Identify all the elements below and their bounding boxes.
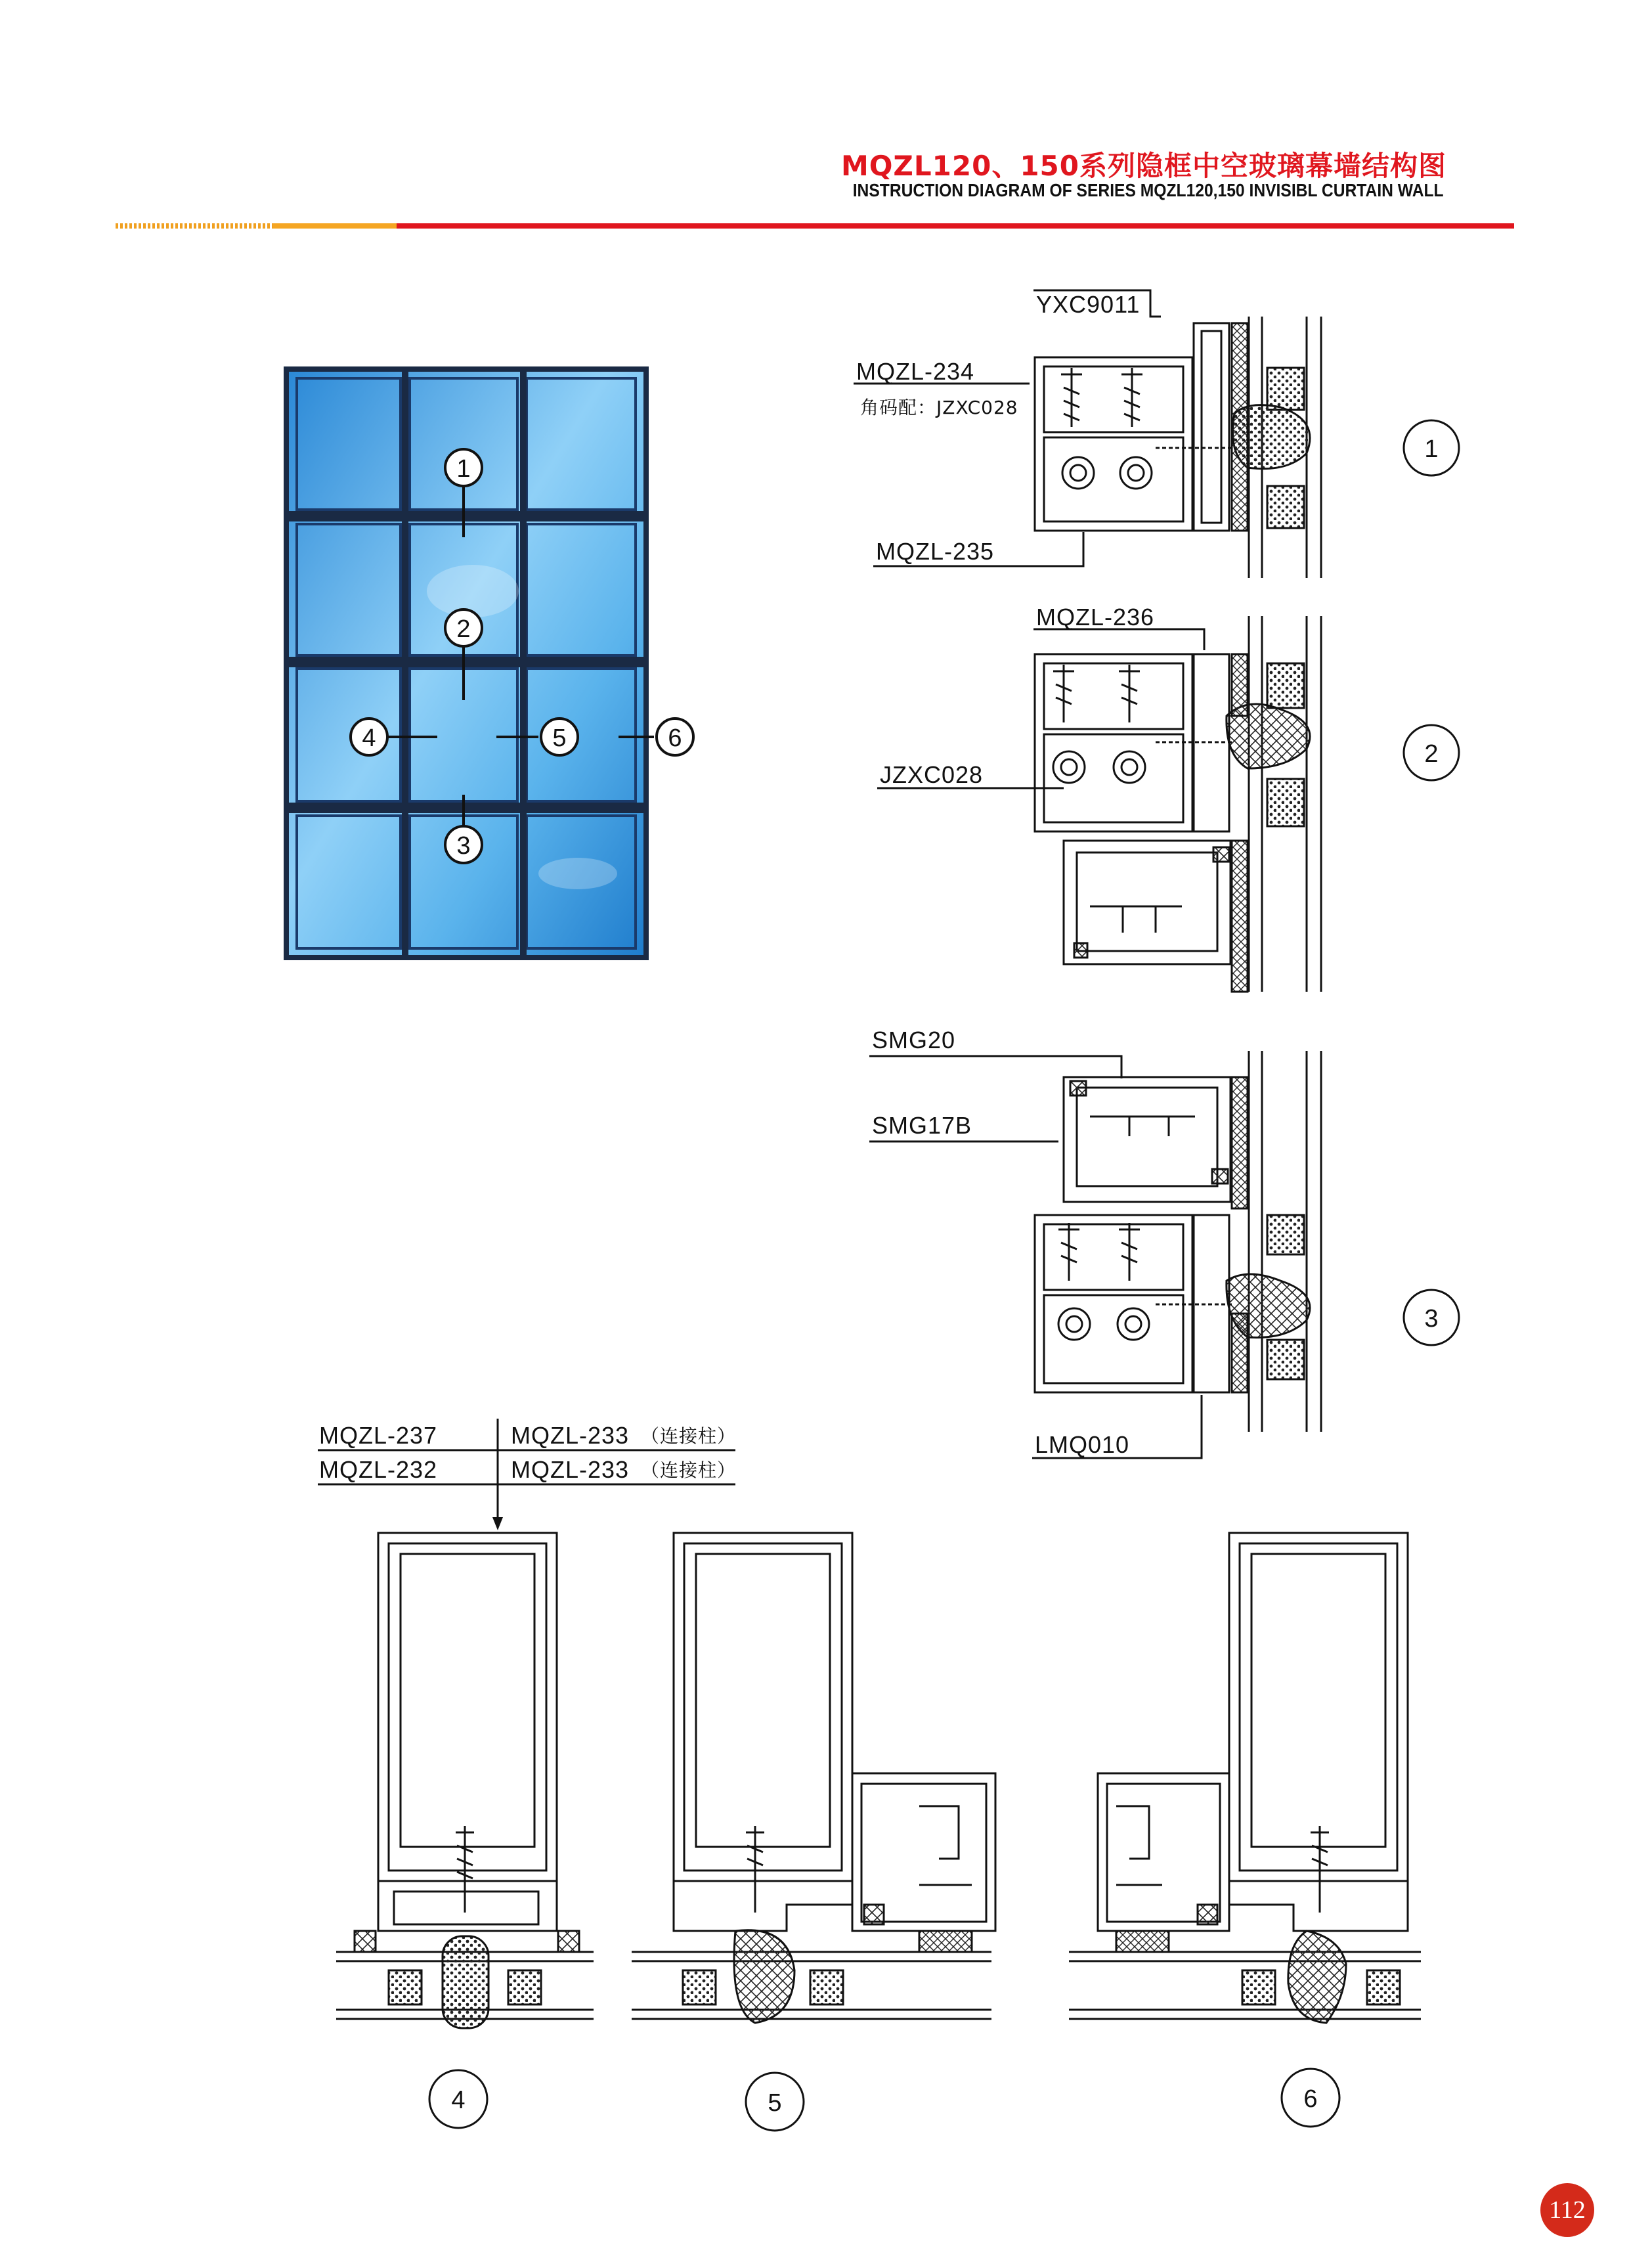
page-title-cn: MQZL120、150系列隐框中空玻璃幕墙结构图: [840, 150, 1446, 182]
section3-label-lmq010: LMQ010: [1035, 1431, 1130, 1458]
mullion-label-mqzl233-a: MQZL-233: [511, 1422, 630, 1449]
section3-callout-number: 3: [1424, 1305, 1439, 1333]
elevation-callout-5: 5: [552, 724, 567, 752]
page-title-en: INSTRUCTION DIAGRAM OF SERIES MQZL120,150 INVISIBL CURTAIN WALL: [853, 180, 1444, 200]
section1-label-yxc9011: YXC9011: [1036, 291, 1141, 318]
curtain-wall-elevation: [286, 369, 693, 958]
elevation-callout-1: 1: [456, 455, 471, 483]
section-2-detail: [877, 616, 1321, 992]
plan-6-detail: [1069, 1533, 1421, 2023]
elevation-callout-3: 3: [456, 832, 471, 860]
mullion-label-mqzl232: MQZL-232: [319, 1456, 438, 1483]
section1-label-corner: 角码配：JZXC028: [860, 397, 1018, 418]
section2-callout-number: 2: [1424, 740, 1439, 768]
section2-label-jzxc028: JZXC028: [880, 761, 984, 788]
mullion-note-b: （连接柱）: [641, 1459, 737, 1481]
mullion-label-mqzl233-b: MQZL-233: [511, 1456, 630, 1483]
elevation-callout-4: 4: [362, 724, 376, 752]
mullion-label-mqzl237: MQZL-237: [319, 1422, 438, 1449]
page-number-badge: 112: [1540, 2183, 1594, 2237]
section3-label-smg17b: SMG17B: [872, 1112, 972, 1139]
section2-label-mqzl236: MQZL-236: [1036, 604, 1155, 631]
plan-5-detail: [632, 1533, 995, 2023]
section3-label-smg20: SMG20: [872, 1027, 956, 1053]
plan4-callout-number: 4: [451, 2087, 466, 2114]
plan5-callout-number: 5: [768, 2089, 782, 2117]
elevation-callout-2: 2: [456, 615, 471, 643]
section-1-detail: [854, 290, 1321, 578]
plan6-callout-number: 6: [1303, 2085, 1318, 2113]
plan-4-detail: [336, 1533, 594, 2028]
section1-label-mqzl234: MQZL-234: [856, 358, 975, 385]
section1-callout-number: 1: [1424, 435, 1439, 463]
section1-label-mqzl235: MQZL-235: [876, 538, 995, 565]
elevation-callout-6: 6: [668, 724, 682, 752]
mullion-note-a: （连接柱）: [641, 1425, 737, 1447]
